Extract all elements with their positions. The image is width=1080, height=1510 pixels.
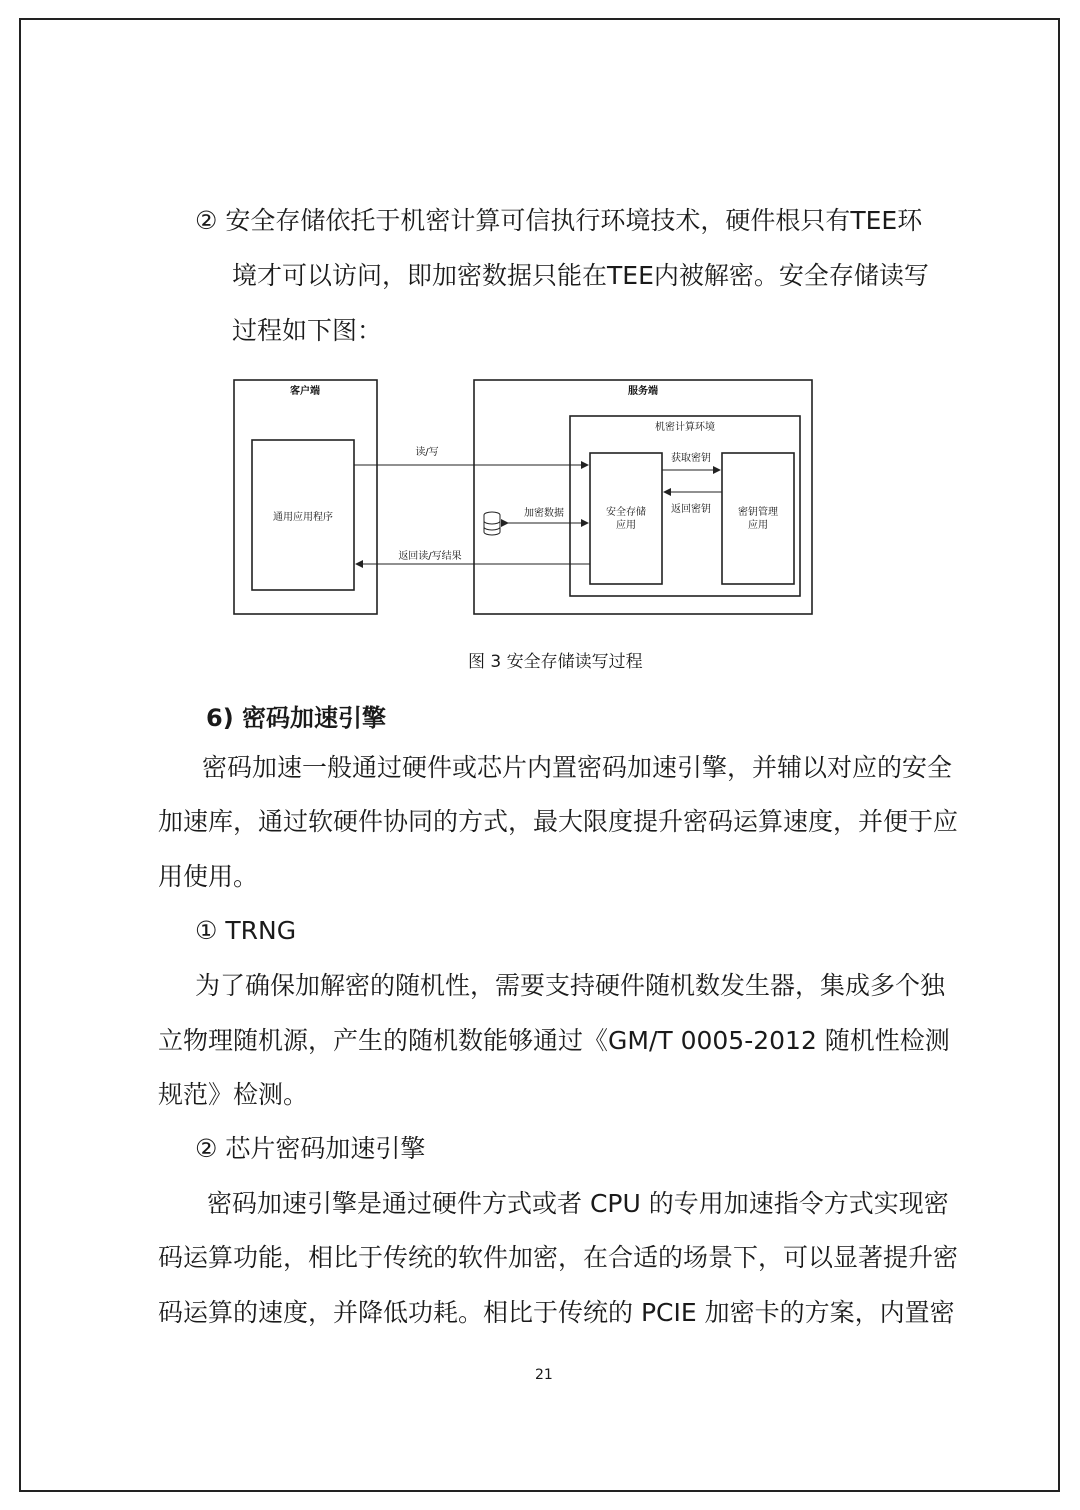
para1-line-2: 加速库，通过软硬件协同的方式，最大限度提升密码运算速度，并便于应 [158,807,959,836]
para2-line-1: 为了确保加解密的随机性，需要支持硬件随机数发生器，集成多个独 [195,971,946,1000]
para2-line-3: 规范》检测。 [158,1080,309,1109]
server-title: 服务端 [628,386,658,397]
storage-line-1: ② 安全存储依托于机密计算可信执行环境技术，硬件根只有TEE环 [195,206,923,235]
storage-app-label-1: 安全存储 [606,507,646,518]
storage-app-box [590,453,662,584]
storage-line-3: 过程如下图： [232,316,383,345]
confidential-env-label: 机密计算环境 [655,422,715,433]
key-mgmt-box [722,453,794,584]
key-mgmt-label-1: 密钥管理 [738,507,778,518]
page-number: 21 [535,1367,553,1383]
section-6-heading: 6) 密码加速引擎 [206,704,387,732]
return-key-label: 返回密钥 [671,504,711,515]
client-title: 客户端 [290,386,320,397]
storage-line-2: 境才可以访问，即加密数据只能在TEE内被解密。安全存储读写 [232,261,929,290]
para3-line-3: 码运算的速度，并降低功耗。相比于传统的 PCIE 加密卡的方案，内置密 [158,1298,955,1327]
chip-engine-label: ② 芯片密码加速引擎 [195,1134,426,1163]
read-write-label: 读/写 [415,447,439,458]
para2-line-2: 立物理随机源，产生的随机数能够通过《GM/T 0005-2012 随机性检测 [158,1026,950,1055]
database-icon [484,512,500,535]
figure-caption: 图 3 安全存储读写过程 [468,652,643,672]
para1-line-1: 密码加速一般通过硬件或芯片内置密码加速引擎，并辅以对应的安全 [202,753,953,782]
trng-label: ① TRNG [195,916,297,945]
para3-line-1: 密码加速引擎是通过硬件方式或者 CPU 的专用加速指令方式实现密 [207,1189,949,1218]
secure-storage-diagram [232,378,814,618]
client-app-label: 通用应用程序 [273,512,333,523]
storage-app-label-2: 应用 [616,520,636,531]
return-result-label: 返回读/写结果 [398,551,462,562]
key-mgmt-label-2: 应用 [748,520,768,531]
para1-line-3: 用使用。 [158,862,259,891]
encrypted-data-label: 加密数据 [524,508,564,519]
para3-line-2: 码运算功能，相比于传统的软件加密，在合适的场景下，可以显著提升密 [158,1243,959,1272]
get-key-label: 获取密钥 [671,453,711,464]
